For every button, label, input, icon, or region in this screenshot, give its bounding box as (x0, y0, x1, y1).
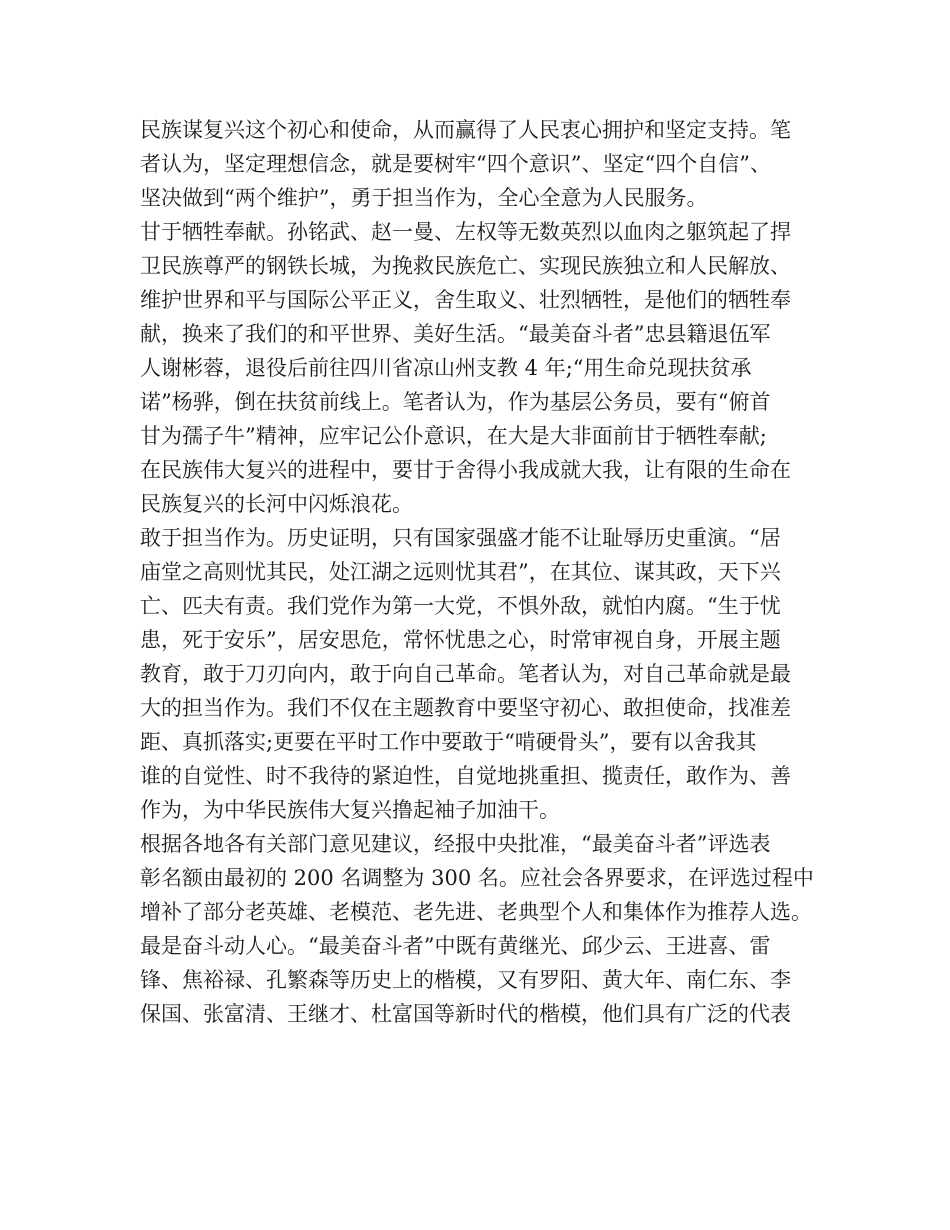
text-line: 民族复兴的长河中闪烁浪花。 (140, 492, 413, 516)
text-line: 民族谋复兴这个初心和使命，从而赢得了人民衷心拥护和坚定支持。笔 (140, 118, 791, 142)
document-body (140, 113, 840, 1031)
text-line: 人谢彬蓉，退役后前往四川省凉山州支教 4 年;“用生命兑现扶贫承 (140, 356, 752, 380)
text-line: 锋、焦裕禄、孔繁森等历史上的楷模，又有罗阳、黄大年、南仁东、李 (140, 968, 791, 992)
text-line: 教育，敢于刀刃向内，敢于向自己革命。笔者认为，对自己革命就是最 (140, 662, 791, 686)
text-line: 维护世界和平与国际公平正义，舍生取义、壮烈牺牲，是他们的牺牲奉 (140, 288, 791, 312)
text-line: 敢于担当作为。历史证明，只有国家强盛才能不让耻辱历史重演。“居 (140, 526, 781, 550)
text-line: 亡、匹夫有责。我们党作为第一大党，不惧外敌，就怕内腐。“生于忧 (140, 594, 781, 618)
text-line: 距、真抓落实;更要在平时工作中要敢于“啃硬骨头”，要有以舍我其 (140, 730, 757, 754)
text-line: 甘于牺牲奉献。孙铭武、赵一曼、左权等无数英烈以血肉之躯筑起了捍 (140, 220, 791, 244)
text-line: 甘为孺子牛”精神，应牢记公仆意识，在大是大非面前甘于牺牲奉献; (140, 424, 767, 448)
text-line: 卫民族尊严的钢铁长城，为挽救民族危亡、实现民族独立和人民解放、 (140, 254, 791, 278)
text-line: 最是奋斗动人心。“最美奋斗者”中既有黄继光、邱少云、王进喜、雷 (140, 934, 771, 958)
text-line: 大的担当作为。我们不仅在主题教育中要坚守初心、敢担使命，找准差 (140, 696, 791, 720)
text-line: 彰名额由最初的 200 名调整为 300 名。应社会各界要求，在评选过程中 (140, 866, 814, 890)
text-line: 庙堂之高则忧其民，处江湖之远则忧其君”，在其位、谋其政，天下兴 (140, 560, 781, 584)
text-line: 谁的自觉性、时不我待的紧迫性，自觉地挑重担、揽责任，敢作为、善 (140, 764, 791, 788)
text-line: 在民族伟大复兴的进程中，要甘于舍得小我成就大我，让有限的生命在 (140, 458, 791, 482)
text-line: 坚决做到“两个维护”，勇于担当作为，全心全意为人民服务。 (140, 186, 708, 210)
text-line: 保国、张富清、王继才、杜富国等新时代的楷模，他们具有广泛的代表 (140, 1002, 791, 1026)
text-line: 根据各地各有关部门意见建议，经报中央批准，“最美奋斗者”评选表 (140, 832, 771, 856)
text-line: 者认为，坚定理想信念，就是要树牢“四个意识”、坚定“四个自信”、 (140, 152, 771, 176)
text-line: 献，换来了我们的和平世界、美好生活。“最美奋斗者”忠县籍退伍军 (140, 322, 771, 346)
text-line: 患，死于安乐”，居安思危，常怀忧患之心，时常审视自身，开展主题 (140, 628, 781, 652)
text-line: 作为，为中华民族伟大复兴撸起袖子加油干。 (140, 798, 560, 822)
text-line: 诺”杨骅，倒在扶贫前线上。笔者认为，作为基层公务员，要有“俯首 (140, 390, 771, 414)
text-line: 增补了部分老英雄、老模范、老先进、老典型个人和集体作为推荐人选。 (140, 900, 812, 924)
